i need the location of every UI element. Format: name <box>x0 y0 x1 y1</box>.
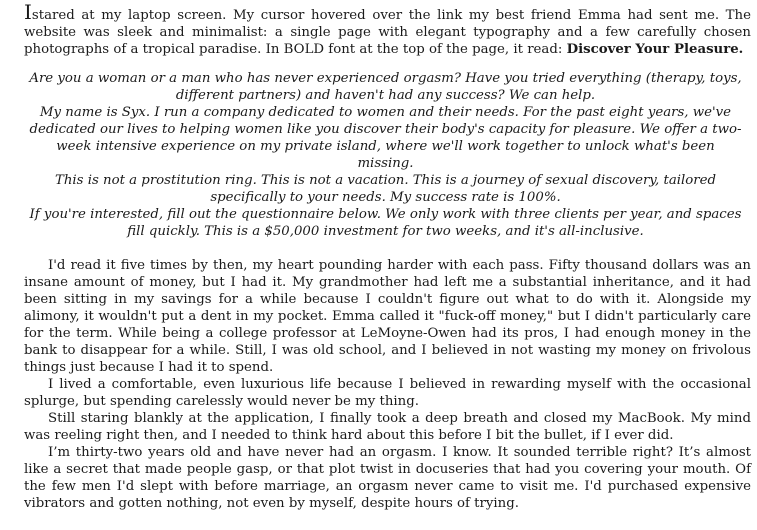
body-text <box>24 257 751 512</box>
quote-paragraph: My name is Syx. I run a company dedicated to women and their needs. For the past eight years, we've dedicated our lives to helping women like you discover their body's capacity for pleasure. We offer a two-week intensive experience on my private island, where we'll work together to unlock what's been missing. <box>29 105 742 171</box>
quote-paragraph: This is not a prostitution ring. This is not a vacation. This is a journey of sexual discovery, tailored specifically to your needs. My success rate is 100%. <box>54 173 717 205</box>
bold-heading: Discover Your Pleasure. <box>566 42 744 57</box>
body-paragraph: Still staring blankly at the application, I finally took a deep breath and closed my MacBook. My mind was reeling right then, and I needed to think hard about this before I bit the bullet, if I ever did. <box>24 411 751 443</box>
quote-paragraph: If you're interested, fill out the questionnaire below. We only work with three clients per year, and spaces fill quickly. This is a $50,000 investment for two weeks, and it's all-inclusive. <box>29 207 742 239</box>
intro-paragraph <box>24 0 751 58</box>
body-paragraph: I'd read it five times by then, my heart pounding harder with each pass. Fifty thousand dollars was an insane amount of money, but I had it. My grandmother had left me a substantial inheritance, and it had been sitting in my savings for a while because I couldn't figure out what to do with it. Alongside my alimony, it wouldn't put a dent in my pocket. Emma called it "fuck-off money," but I didn't particularly care for the term. While being a college professor at LeMoyne-Owen had its pros, I had enough money in the bank to disappear for a while. Still, I was old school, and I believed in not wasting my money on frivolous things just because I had it to spend. <box>24 258 751 375</box>
intro-text: stared at my laptop screen. My cursor hovered over the link my best friend Emma had sent me. The website was sleek and minimalist: a single page with elegant typography and a few carefully chosen photographs of a tropical paradise. In BOLD font at the top of the page, it read: <box>24 8 751 57</box>
quote-paragraph: Are you a woman or a man who has never experienced orgasm? Have you tried everything (therapy, toys, different partners) and haven't had any success? We can help. <box>29 71 742 103</box>
body-paragraph: I’m thirty-two years old and have never had an orgasm. I know. It sounded terrible right? It’s almost like a secret that made people gasp, or that plot twist in docuseries that had you covering your mouth. Of the few men I'd slept with before marriage, an orgasm never came to visit me. I'd purchased expensive vibrators and gotten nothing, not even by myself, despite hours of trying. <box>24 445 751 511</box>
drop-cap: I <box>24 0 32 24</box>
website-quote <box>24 70 751 240</box>
body-paragraph: I lived a comfortable, even luxurious life because I believed in rewarding myself with the occasional splurge, but spending carelessly would never be my thing. <box>24 377 751 409</box>
